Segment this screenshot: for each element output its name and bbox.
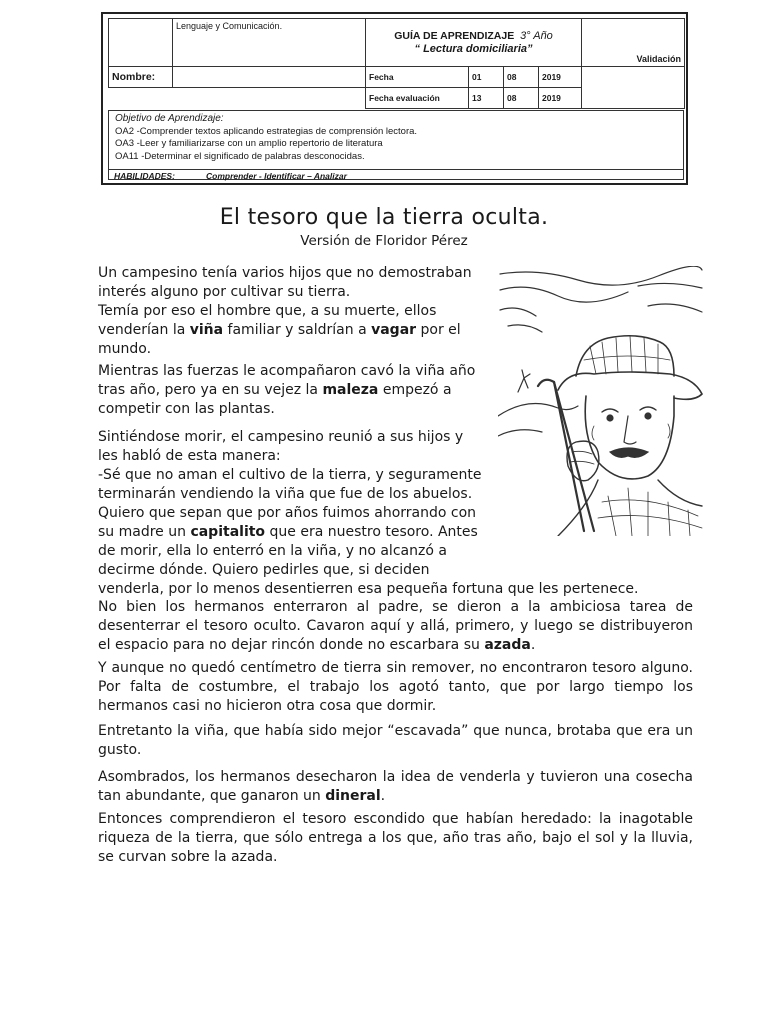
vocab-word: maleza	[322, 382, 379, 398]
text-span: .	[380, 788, 386, 804]
header-blank-cell	[109, 19, 173, 67]
text-line: de morir, ella lo enterró en la viña, y no alcanzó a	[98, 543, 447, 559]
story-paragraph-4	[98, 598, 693, 655]
text-paragraph: Y aunque no quedó centímetro de tierra sin remover, no encontraron tesoro alguno. Por falta de costumbre, el trabajo los agotó tanto, que por largo tiempo los hermanos casi no hicieron otra cosa que dormir.	[98, 660, 693, 714]
eval-date-label: Fecha evaluación	[366, 88, 469, 109]
date-label: Fecha	[366, 67, 469, 88]
text-line	[98, 381, 498, 400]
objective-item: OA2 -Comprender textos aplicando estrategias de comprensión lectora.	[115, 125, 418, 137]
text-span: No bien los hermanos enterraron al padre, se dieron a la ambiciosa tarea de desenterrar el tesoro oculto. Cavaron aquí y allá, primero, y luego se distribuyeron el espacio para no dejar rincón donde no escarbara su	[98, 599, 693, 653]
text-line: Sintiéndose morir, el campesino reunió a sus hijos y	[98, 429, 464, 445]
story-paragraph-2	[98, 362, 498, 419]
text-line	[98, 523, 658, 542]
text-line: Quiero que sepan que por años fuimos ahorrando con	[98, 505, 477, 521]
objectives-title: Objetivo de Aprendizaje:	[115, 113, 224, 124]
text-paragraph	[98, 598, 693, 655]
skills-label: HABILIDADES:	[114, 171, 175, 181]
text-span: Asombrados, los hermanos desecharon la idea de venderla y tuvieron una cosecha tan abundante, que ganaron un	[98, 769, 693, 804]
text-line: interés alguno por cultivar su tierra.	[98, 284, 351, 300]
story-paragraph-6	[98, 722, 693, 760]
objective-item: OA11 -Determinar el significado de palabras desconocidas.	[115, 150, 365, 162]
text-span: por el	[416, 322, 461, 338]
text-line: les habló de esta manera:	[98, 448, 281, 464]
vocab-word: capitalito	[190, 524, 266, 540]
grade-label: 3° Año	[520, 30, 553, 42]
story-title: El tesoro que la tierra oculta.	[219, 205, 549, 230]
story-paragraph-1	[98, 264, 498, 359]
text-line: competir con las plantas.	[98, 401, 275, 417]
subject-label: Lenguaje y Comunicación.	[173, 19, 366, 67]
text-paragraph: Entretanto la viña, que había sido mejor “escavada” que nunca, brotaba que era un gusto.	[98, 723, 693, 758]
guide-title	[369, 30, 578, 42]
story-paragraph-5	[98, 659, 693, 716]
vocab-word: dineral	[325, 788, 381, 804]
eval-day: 13	[469, 88, 504, 109]
date-day: 01	[469, 67, 504, 88]
worksheet-header	[101, 12, 688, 185]
name-field[interactable]	[173, 67, 366, 88]
guide-title-cell	[366, 19, 582, 67]
text-line: Un campesino tenía varios hijos que no demostraban	[98, 265, 472, 281]
text-line: -Sé que no aman el cultivo de la tierra, y seguramente	[98, 467, 482, 483]
story-subtitle: Versión de Floridor Pérez	[300, 233, 468, 249]
text-span: su madre un	[98, 524, 191, 540]
text-line: Mientras las fuerzas le acompañaron cavó la viña año	[98, 363, 476, 379]
date-month: 08	[504, 67, 539, 88]
text-paragraph: Entonces comprendieron el tesoro escondido que habían heredado: la inagotable riqueza de la tierra, que sólo entrega a los que, año tras año, bajo el sol y la lluvia, se curvan sobre la azada.	[98, 811, 693, 865]
story-paragraph-8	[98, 810, 693, 867]
objective-item: OA3 -Leer y familiarizarse con un amplio repertorio de literatura	[115, 138, 383, 149]
story-paragraph-7	[98, 768, 693, 806]
text-span: tras año, pero ya en su vejez la	[98, 382, 323, 398]
blank-cell	[173, 88, 366, 109]
date-year: 2019	[539, 67, 582, 88]
guide-title-text: GUÍA DE APRENDIZAJE	[394, 30, 515, 42]
name-label: Nombre:	[109, 67, 173, 88]
text-line: terminarán vendiendo la viña que fue de los abuelos.	[98, 486, 473, 502]
text-span: venderían la	[98, 322, 190, 338]
eval-year: 2019	[539, 88, 582, 109]
skills-row	[108, 169, 684, 182]
story-paragraph-3	[98, 428, 658, 599]
blank-cell	[109, 88, 173, 109]
text-line	[98, 321, 498, 340]
validation-field[interactable]	[582, 67, 685, 109]
text-span: que era nuestro tesoro. Antes	[265, 524, 478, 540]
vocab-word: viña	[189, 322, 224, 338]
skills-list: Comprender - Identificar – Analizar	[206, 171, 347, 181]
text-span: empezó a	[378, 382, 452, 398]
text-line: venderla, por lo menos desentierren esa pequeña fortuna que les pertenece.	[98, 581, 639, 597]
guide-subtitle: “ Lectura domiciliaria”	[414, 43, 533, 55]
vocab-word: azada	[484, 637, 531, 653]
eval-month: 08	[504, 88, 539, 109]
validation-label: Validación	[582, 19, 685, 67]
text-line: Temía por eso el hombre que, a su muerte, ellos	[98, 303, 437, 319]
header-table	[108, 18, 685, 109]
text-paragraph	[98, 768, 693, 806]
vocab-word: vagar	[371, 322, 417, 338]
text-line: mundo.	[98, 341, 152, 357]
text-span: .	[530, 637, 536, 653]
text-span: familiar y saldrían a	[223, 322, 372, 338]
text-line: decirme dónde. Quiero pedirles que, si deciden	[98, 562, 430, 578]
